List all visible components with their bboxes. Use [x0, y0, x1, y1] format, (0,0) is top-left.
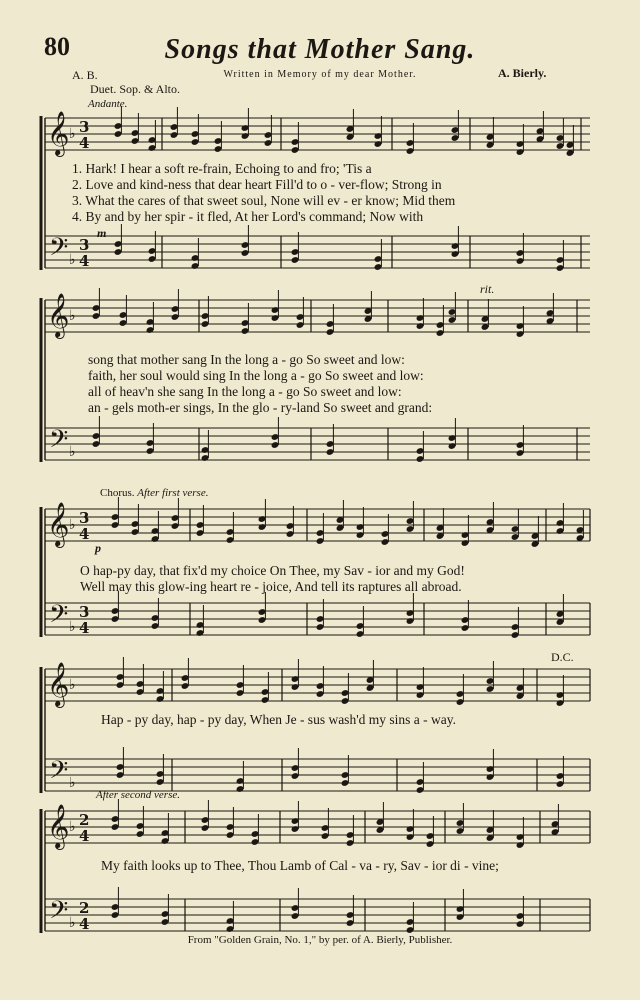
- chorus-line-2: Well may this glow-ing heart re - joice, And tell its raptures all abroad.: [80, 579, 462, 594]
- rit-marking: rit.: [480, 282, 495, 296]
- voices-label: Duet. Sop. & Alto.: [90, 82, 181, 96]
- flat-key-signature: ♭: [69, 308, 76, 324]
- verse-3-line-2: all of heav'n she sang In the long a - go So sweet and low:: [88, 384, 402, 399]
- bass-staff: [45, 759, 590, 791]
- time-signature-top: 2: [79, 811, 90, 829]
- bass-clef: 𝄢: [49, 756, 69, 791]
- time-signature-top: 3: [79, 118, 90, 136]
- verse-4-line-1: 4. By and by her spir - it fled, At her Lord's command; Now with: [72, 209, 424, 224]
- chorus-line-3: Hap - py day, hap - py day, When Je - sus wash'd my sins a - way.: [101, 712, 456, 727]
- verse-2-line-1: 2. Love and kind-ness that dear heart Fill'd to o - ver-flow; Strong in: [72, 177, 442, 192]
- bass-staff: [45, 236, 590, 268]
- dedication: Written in Memory of my dear Mother.: [223, 69, 417, 80]
- flat-key-signature: ♭: [69, 444, 76, 460]
- after-second-verse-label: After second verse.: [96, 789, 180, 801]
- flat-key-signature: ♭: [69, 517, 76, 533]
- treble-clef: 𝄞: [47, 111, 70, 155]
- flat-key-signature: ♭: [69, 775, 76, 791]
- composer-credit: A. Bierly.: [498, 66, 547, 80]
- verse-3-line-1: 3. What the cares of that sweet soul, None will ev - er know; Mid them: [72, 193, 456, 208]
- verse-1-line-1: 1. Hark! I hear a soft re-frain, Echoing to and fro; 'Tis a: [72, 161, 372, 176]
- bass-staff: [45, 899, 590, 931]
- chorus-line-1: O hap-py day, that fix'd my choice On Thee, my Sav - ior and my God!: [80, 563, 465, 578]
- bass-staff: [45, 428, 590, 460]
- dc-marking: D.C.: [551, 650, 574, 664]
- time-signature-bottom: 4: [79, 134, 90, 152]
- treble-staff: [45, 118, 590, 150]
- tempo-marking: Andante.: [88, 98, 128, 110]
- time-signature-bottom: 4: [79, 827, 90, 845]
- time-signature-top: 3: [79, 509, 90, 527]
- time-signature-bottom: 4: [79, 525, 90, 543]
- bass-clef: 𝄢: [49, 896, 69, 931]
- lyricist-credit: A. B.: [72, 68, 98, 82]
- treble-clef: 𝄞: [47, 502, 70, 546]
- time-signature-top: 2: [79, 899, 90, 917]
- after-second-line: My faith looks up to Thee, Thou Lamb of Cal - va - ry, Sav - ior di - vine;: [101, 858, 499, 873]
- verse-1-line-2: song that mother sang In the long a - go So sweet and low:: [88, 352, 405, 367]
- treble-staff: [45, 509, 590, 541]
- page-number: 80: [44, 32, 70, 61]
- song-title: Songs that Mother Sang.: [164, 34, 476, 65]
- dynamic-p: p: [95, 541, 101, 555]
- time-signature-bottom: 4: [79, 915, 90, 933]
- flat-key-signature: ♭: [69, 126, 76, 142]
- bass-clef: 𝄢: [49, 600, 69, 635]
- verse-2-line-2: faith, her soul would sing In the long a - go So sweet and low:: [88, 368, 424, 383]
- chorus-label: [100, 487, 208, 499]
- bass-clef: 𝄢: [49, 425, 69, 460]
- chorus-title: Chorus.: [100, 487, 135, 499]
- flat-key-signature: ♭: [69, 252, 76, 268]
- chorus-note: After first verse.: [137, 487, 209, 499]
- treble-clef: 𝄞: [47, 662, 70, 706]
- bass-clef: 𝄢: [49, 233, 69, 268]
- flat-key-signature: ♭: [69, 819, 76, 835]
- treble-staff: [45, 811, 590, 843]
- flat-key-signature: ♭: [69, 619, 76, 635]
- verse-4-line-2: an - gels moth-er sings, In the glo - ry-land So sweet and grand:: [88, 400, 433, 415]
- time-signature-bottom: 4: [79, 252, 90, 270]
- flat-key-signature: ♭: [69, 915, 76, 931]
- treble-clef: 𝄞: [47, 293, 70, 337]
- flat-key-signature: ♭: [69, 677, 76, 693]
- publisher-credit: From "Golden Grain, No. 1," by per. of A. Bierly, Publisher.: [187, 934, 453, 946]
- time-signature-top: 3: [79, 603, 90, 621]
- time-signature-bottom: 4: [79, 619, 90, 637]
- time-signature-top: 3: [79, 236, 90, 254]
- dynamic-mf: m: [97, 226, 107, 240]
- treble-clef: 𝄞: [47, 804, 70, 848]
